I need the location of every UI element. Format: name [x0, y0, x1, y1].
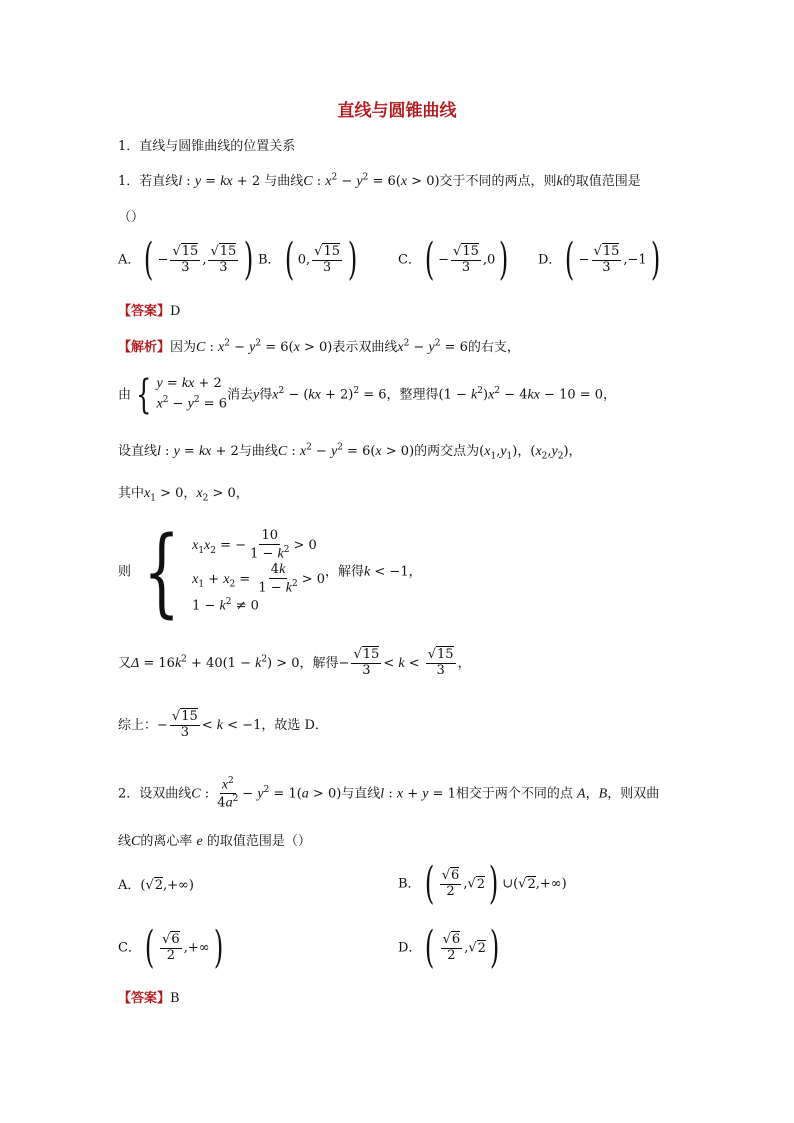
q1-analysis-line3: 设直线l : y = kx + 2与曲线C : $x^2 - y^2 = 6(x > 0)$的两交点为$(x_1,y_1)$，$(x_2,y_2)$， [118, 442, 582, 462]
q1-option-d: D．( − $\frac{√15}{3}$ ,−1) [538, 234, 660, 285]
q1-option-a: A．( − $\frac{√15}{3}$ , $\frac{√15}{3}$ ) [118, 234, 254, 285]
q2-stem-line2: 线C的离心率 e 的取值范围是（） [118, 834, 311, 849]
q1-analysis-line1: 【解析】因为C : $x^2 - y^2 = 6(x > 0)$表示双曲线$x^2 - y^2 = 6$的右支， [118, 338, 520, 355]
q2-option-c: C．( $\frac{√6}{2}$ ,+∞) [118, 922, 223, 973]
q1-paren: （） [118, 210, 145, 225]
q1-stem: 1．若直线l : y = kx + 2 与曲线C : $x^2 - y^2 = 6(x > 0)$交于不同的两点，则k的取值范围是 [118, 172, 641, 189]
q1-answer: 【答案】D [118, 304, 181, 319]
q1-option-b: B．( 0, $\frac{√15}{3}$ ) [258, 234, 358, 285]
q1-analysis-line4: 其中$x_1 > 0$，$x_2 > 0$， [118, 486, 249, 504]
q1-analysis-line6: 又$\Delta = 16k^2 + 40(1 - k^2) > 0$，解得− $\frac{√15}{3}$ < k < $\frac{√15}{3}$ ， [118, 647, 471, 678]
q2-option-d: D．( $\frac{√6}{2}$ ,√2) [398, 922, 500, 973]
q2-option-a: A．(√2,+∞) [118, 878, 194, 893]
q2-option-b: B．( $\frac{√6}{2}$ ,√2) ∪(√2,+∞) [398, 858, 567, 909]
section-heading: 1．直线与圆锥曲线的位置关系 [118, 139, 296, 154]
page-title: 直线与圆锥曲线 [337, 101, 457, 121]
q1-analysis-line5: 则 { $x_1x_2$ = − $\frac{10}{1 - k^2}$ > 0 $x_1 + x_2$ = $\frac{4k}{1 - k^2}$ > 0 $1 - k^2 \ne 0$ ，解得k < −1， [118, 516, 422, 628]
q1-option-c: C．( − $\frac{√15}{3}$ ,0) [398, 234, 509, 285]
q2-stem: 2．设双曲线C : $\frac{x^2}{4a^2}$ − $y^2 = 1(a > 0)$与直线l : x + y = 1相交于两个不同的点 A，B，则双曲 [118, 776, 660, 811]
q1-analysis-line7: 综上：− $\frac{√15}{3}$ < k < −1，故选 D． [118, 709, 328, 740]
q1-analysis-line2: 由 { y = kx + 2 $x^2 - y^2 = 6$ 消去y得$x^2 - (kx + 2)^2 = 6$，整理得$(1 - k^2)x^2 - 4kx - 10 = 0$， [118, 372, 617, 418]
q2-answer: 【答案】B [118, 991, 180, 1006]
